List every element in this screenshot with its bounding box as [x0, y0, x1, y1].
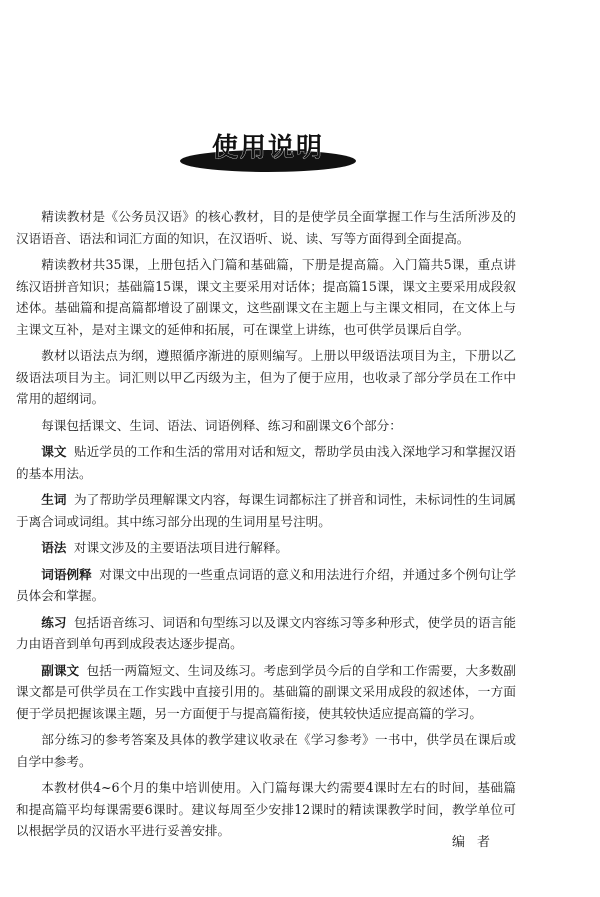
page-title-banner [180, 128, 356, 172]
page-title: 使用说明 [211, 133, 324, 163]
paragraph-text: 为了帮助学员理解课文内容，每课生词都标注了拼音和词性，未标词性的生词属于离合词或词组。其中练习部分出现的生词用星号注明。 [16, 492, 517, 529]
paragraph [16, 729, 516, 772]
paragraph-text: 教材以语法点为纲，遵照循序渐进的原则编写。上册以甲级语法项目为主，下册以乙级语法项目为主。词汇则以甲乙丙级为主，但为了便于应用，也收录了部分学员在工作中常用的超纲词。 [16, 348, 516, 406]
paragraph [16, 564, 516, 607]
section-term: 课文 [41, 444, 67, 459]
author-signature: 编者 [452, 835, 503, 850]
paragraph [16, 206, 516, 249]
paragraph [16, 254, 516, 340]
section-term: 生词 [41, 492, 67, 507]
paragraph [16, 489, 516, 532]
paragraph [16, 660, 516, 725]
instructions-body [16, 206, 516, 847]
paragraph-text: 本教材供4~6个月的集中培训使用。入门篇每课大约需要4课时左右的时间，基础篇和提高篇平均每课需要6课时。建议每周至少安排12课时的精读课教学时间，教学单位可以根据学员的汉语水平进行妥善安排。 [16, 780, 516, 838]
paragraph-text: 贴近学员的工作和生活的常用对话和短文，帮助学员由浅入深地学习和掌握汉语的基本用法。 [16, 444, 517, 481]
paragraph-text: 包括语音练习、词语和句型练习以及课文内容练习等多种形式，使学员的语言能力由语音到单句再到成段表达逐步提高。 [16, 614, 517, 651]
paragraph-text: 每课包括课文、生词、语法、词语例释、练习和副课文6个部分： [41, 417, 402, 433]
paragraph [16, 441, 516, 484]
paragraph [16, 777, 516, 842]
paragraph [16, 345, 516, 410]
paragraph [16, 612, 516, 655]
paragraph [16, 537, 516, 559]
paragraph-text: 精读教材是《公务员汉语》的核心教材，目的是使学员全面掌握工作与生活所涉及的汉语语音、语法和词汇方面的知识，在汉语听、说、读、写等方面得到全面提高。 [16, 209, 516, 246]
section-term: 练习 [41, 614, 67, 630]
paragraph-text: 精读教材共35课，上册包括入门篇和基础篇，下册是提高篇。入门篇共5课，重点讲练汉语拼音知识；基础篇15课，课文主要采用对话体；提高篇15课，课文主要采用成段叙述体。基础篇和提高篇都增设了副课文，这些副课文在主题上与主课文相同，在文体上与主课文互补，是对主课文的延伸和拓展，可在课堂上讲练，也可供学员课后自学。 [16, 257, 516, 337]
paragraph-text: 对课文涉及的主要语法项目进行解释。 [73, 540, 289, 555]
paragraph [16, 415, 516, 437]
paragraph-text: 部分练习的参考答案及具体的教学建议收录在《学习参考》一书中，供学员在课后或自学中参考。 [16, 732, 516, 769]
section-term: 词语例释 [41, 566, 92, 582]
paragraph-text: 对课文中出现的一些重点词语的意义和用法进行介绍，并通过多个例句让学员体会和掌握。 [16, 566, 517, 603]
section-term: 副课文 [41, 662, 80, 678]
section-term: 语法 [41, 540, 67, 555]
paragraph-text: 包括一两篇短文、生词及练习。考虑到学员今后的自学和工作需要，大多数副课文都是可供学员在工作实践中直接引用的。基础篇的副课文采用成段的叙述体，一方面便于学员把握该课主题，另一方面便于与提高篇衔接，使其较快适应提高篇的学习。 [16, 662, 517, 721]
